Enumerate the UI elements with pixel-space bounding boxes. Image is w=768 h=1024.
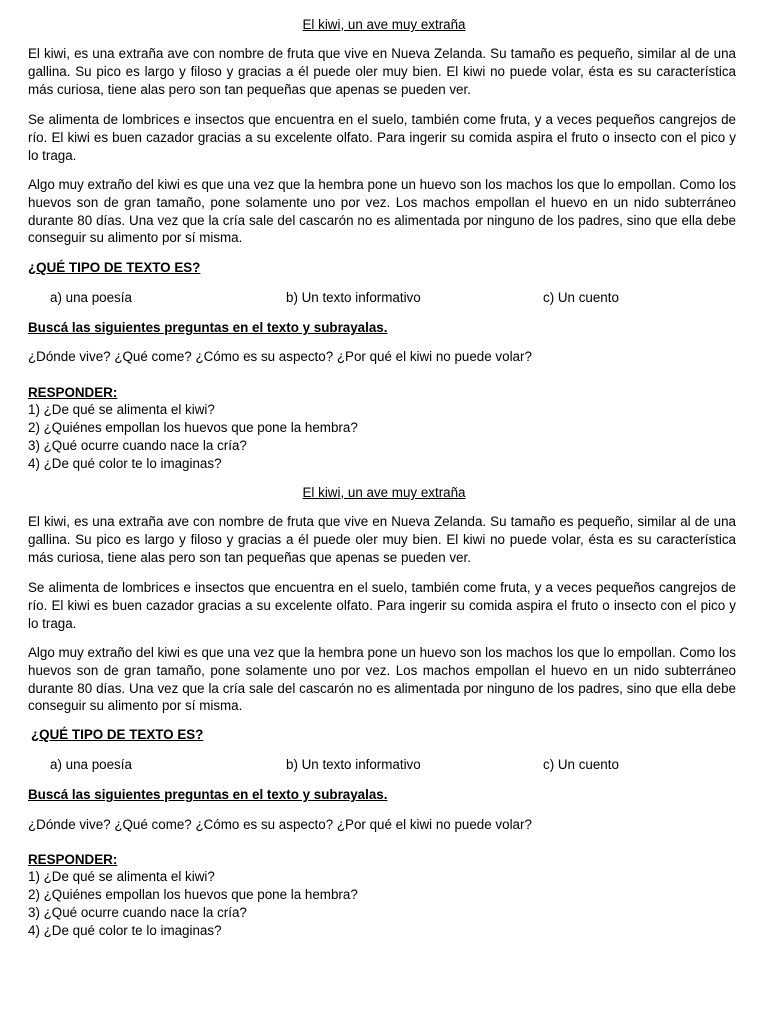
search-questions: ¿Dónde vive? ¿Qué come? ¿Cómo es su aspecto? ¿Por qué el kiwi no puede volar? <box>28 817 532 832</box>
search-questions: ¿Dónde vive? ¿Qué come? ¿Cómo es su aspecto? ¿Por qué el kiwi no puede volar? <box>28 349 532 364</box>
instruction-underline: Buscá las siguientes preguntas en el texto y subrayalas. <box>28 787 388 802</box>
paragraph-description: El kiwi, es una extraña ave con nombre de fruta que vive en Nueva Zelanda. Su tamaño es pequeño, similar al de una gallina. Su pico es largo y filoso y gracias a él puede oler muy bien. El kiwi no puede volar, ésta es su característica más curiosa, tiene alas pero son tan pequeñas que apenas se pueden ver. <box>28 514 736 565</box>
document-title: El kiwi, un ave muy extraña <box>302 485 466 500</box>
question-text-type: ¿QUÉ TIPO DE TEXTO ES? <box>31 727 204 742</box>
paragraph-diet: Se alimenta de lombrices e insectos que encuentra en el suelo, también come fruta, y a veces pequeños cangrejos de río. El kiwi es buen cazador gracias a su excelente olfato. Para ingerir su comida aspira el fruto o insecto con el pico y lo traga. <box>28 580 736 631</box>
respond-item: 2) ¿Quiénes empollan los huevos que pone la hembra? <box>28 887 358 902</box>
option-c: c) Un cuento <box>543 290 619 305</box>
respond-item: 3) ¿Qué ocurre cuando nace la cría? <box>28 438 247 453</box>
option-a: a) una poesía <box>50 757 132 772</box>
respond-item: 2) ¿Quiénes empollan los huevos que pone la hembra? <box>28 420 358 435</box>
respond-list <box>28 401 358 473</box>
respond-heading: RESPONDER: <box>28 852 118 867</box>
respond-item: 1) ¿De qué se alimenta el kiwi? <box>28 869 215 884</box>
respond-item: 4) ¿De qué color te lo imaginas? <box>28 456 222 471</box>
respond-item: 4) ¿De qué color te lo imaginas? <box>28 923 222 938</box>
respond-list <box>28 868 358 940</box>
paragraph-description: El kiwi, es una extraña ave con nombre de fruta que vive en Nueva Zelanda. Su tamaño es pequeño, similar al de una gallina. Su pico es largo y filoso y gracias a él puede oler muy bien. El kiwi no puede volar, ésta es su característica más curiosa, tiene alas pero son tan pequeñas que apenas se pueden ver. <box>28 46 736 97</box>
respond-item: 1) ¿De qué se alimenta el kiwi? <box>28 402 215 417</box>
option-b: b) Un texto informativo <box>286 757 421 772</box>
respond-heading: RESPONDER: <box>28 385 118 400</box>
paragraph-reproduction: Algo muy extraño del kiwi es que una vez que la hembra pone un huevo son los machos los que lo empollan. Como los huevos son de gran tamaño, pone solamente uno por vez. Los machos empollan el huevo en un nido subterráneo durante 80 días. Una vez que la cría sale del cascarón no es alimentada por ninguno de los padres, sino que ella debe conseguir su alimento por sí misma. <box>28 177 736 246</box>
respond-item: 3) ¿Qué ocurre cuando nace la cría? <box>28 905 247 920</box>
option-a: a) una poesía <box>50 290 132 305</box>
option-c: c) Un cuento <box>543 757 619 772</box>
paragraph-diet: Se alimenta de lombrices e insectos que encuentra en el suelo, también come fruta, y a veces pequeños cangrejos de río. El kiwi es buen cazador gracias a su excelente olfato. Para ingerir su comida aspira el fruto o insecto con el pico y lo traga. <box>28 112 736 163</box>
question-text-type: ¿QUÉ TIPO DE TEXTO ES? <box>28 260 201 275</box>
paragraph-reproduction: Algo muy extraño del kiwi es que una vez que la hembra pone un huevo son los machos los que lo empollan. Como los huevos son de gran tamaño, pone solamente uno por vez. Los machos empollan el huevo en un nido subterráneo durante 80 días. Una vez que la cría sale del cascarón no es alimentada por ninguno de los padres, sino que ella debe conseguir su alimento por sí misma. <box>28 645 736 714</box>
document-title: El kiwi, un ave muy extraña <box>302 17 466 32</box>
instruction-underline: Buscá las siguientes preguntas en el texto y subrayalas. <box>28 320 388 335</box>
option-b: b) Un texto informativo <box>286 290 421 305</box>
